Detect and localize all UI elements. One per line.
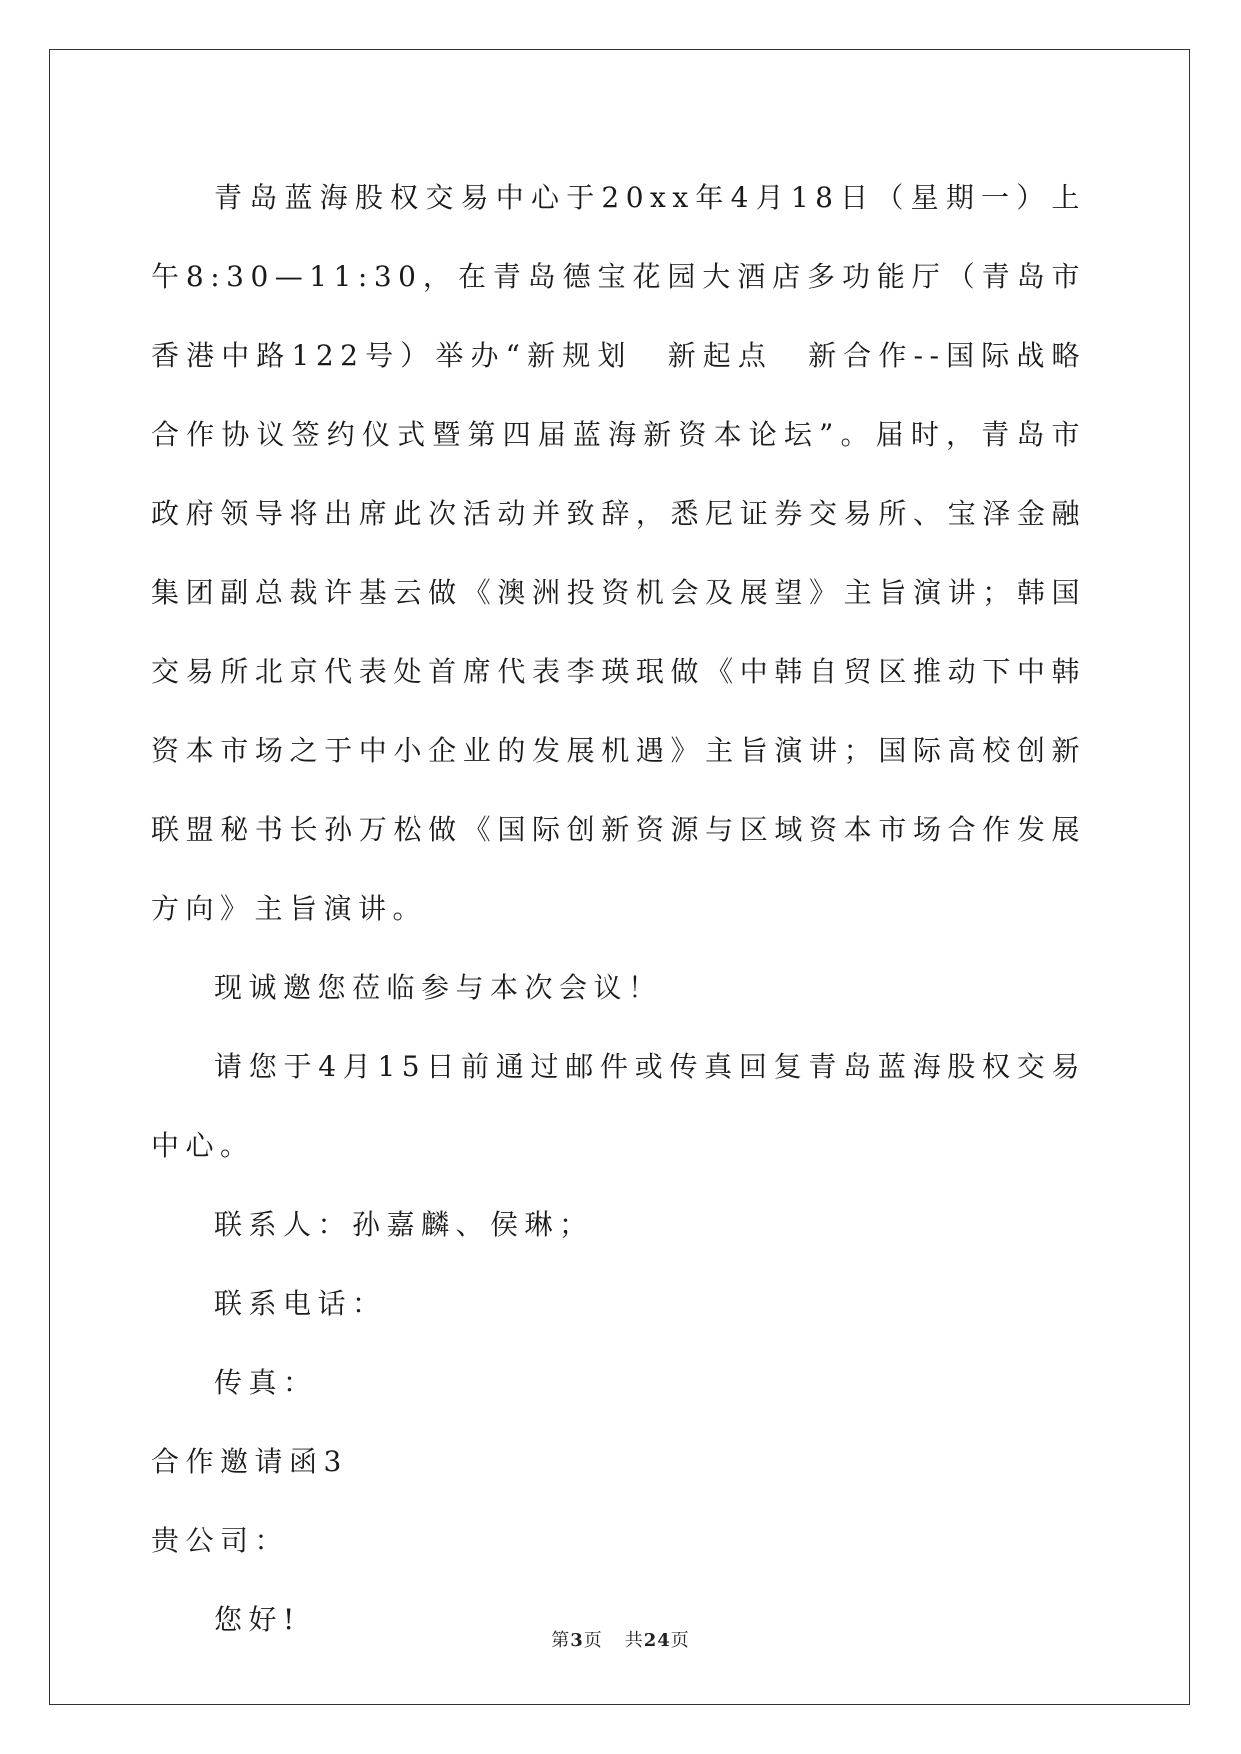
document-body: [151, 158, 1086, 1659]
paragraph-invitation: 现诚邀您莅临参与本次会议！: [214, 971, 663, 1004]
footer-total-pages: 24: [643, 1630, 671, 1651]
paragraph-fax: 传真：: [214, 1366, 318, 1399]
footer-prefix: 第: [551, 1630, 571, 1651]
paragraph-contact-phone: 联系电话：: [214, 1287, 387, 1320]
paragraph-contact-person: 联系人：孙嘉麟、侯琳；: [214, 1208, 594, 1241]
paragraph-event-description: 青岛蓝海股权交易中心于20xx年4月18日（星期一）上午8:30—11:30，在青岛德宝花园大酒店多功能厅（青岛市香港中路122号）举办“新规划 新起点 新合作--国际战略合作协议签约仪式暨第四届蓝海新资本论坛”。届时，青岛市政府领导将出席此次活动并致辞，悉尼证券交易所、宝泽金融集团副总裁许基云做《澳洲投资机会及展望》主旨演讲；韩国交易所北京代表处首席代表李瑛珉做《中韩自贸区推动下中韩资本市场之于中小企业的发展机遇》主旨演讲；国际高校创新联盟秘书长孙万松做《国际创新资源与区域资本市场合作发展方向》主旨演讲。: [151, 181, 1086, 925]
page-footer: [0, 1626, 1241, 1652]
footer-total-suffix: 页: [670, 1630, 690, 1651]
footer-page-number: 3: [570, 1630, 584, 1651]
greeting: 您好!: [214, 1603, 301, 1636]
salutation: 贵公司：: [151, 1524, 290, 1557]
section-heading: 合作邀请函3: [151, 1445, 348, 1478]
footer-total-prefix: 共: [624, 1630, 644, 1651]
paragraph-reply-request: 请您于4月15日前通过邮件或传真回复青岛蓝海股权交易中心。: [151, 1050, 1086, 1162]
footer-page-suffix: 页: [583, 1630, 603, 1651]
